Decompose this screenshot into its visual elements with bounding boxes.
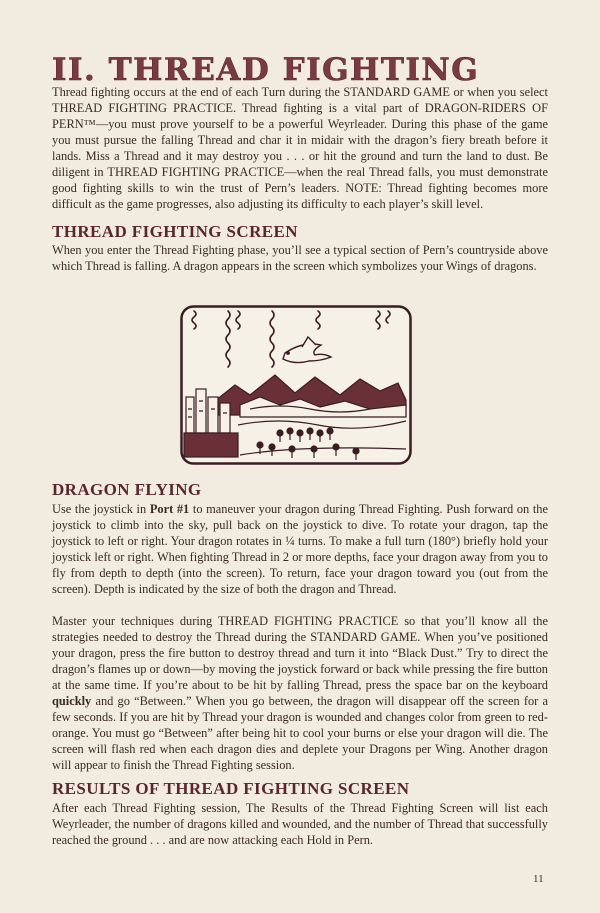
paragraph-text: to maneuver your dragon during Thread Fighting. Push forward on the joystick to climb into the sky, pull back on the joystick to dive. To rotate your dragon, tap the joystick to left or right. Your dragon rotates in ¼ turns. To make a full turn (180°) briefly hold your joystick left or right. When fighting Thread in 2 or more depths, face your dragon away from you to fly from depth to depth (into the screen). To return, face your dragon toward you (out from the screen). Depth is indicated by the size of both the dragon and Thread.	[52, 502, 548, 596]
results-heading: RESULTS OF THREAD FIGHTING SCREEN	[52, 779, 410, 798]
results-paragraph: After each Thread Fighting session, The Results of the Thread Fighting Screen will list each Weyrleader, the number of dragons killed and wounded, and the number of Thread that successfully reached the ground . . . and are now attacking each Hold in Pern.	[52, 801, 548, 847]
page-number: 11	[533, 873, 544, 885]
thread-fighting-screen-paragraph: When you enter the Thread Fighting phase, you’ll see a typical section of Pern’s countryside above which Thread is falling. A dragon appears in the screen which symbolizes your Wings of dragons.	[52, 243, 548, 273]
dragon-flying-paragraph-2	[52, 613, 548, 773]
emphasis-text: quickly	[52, 694, 92, 708]
dragon-flying-paragraph-1	[52, 501, 548, 597]
port-label: Port #1	[149, 502, 190, 516]
thread-fighting-screen-illustration	[180, 305, 412, 465]
paragraph-text: Use the joystick in	[52, 502, 150, 516]
paragraph-text: and go “Between.” When you go between, the dragon will disappear off the screen for a few seconds. If you are hit by Thread your dragon is wounded and changes color from green to red-orange. You must go “Between” after being hit to cool your burns or else your dragon will die. The screen will flash red when each dragon dies and deplete your Dragons per Wing. Another dragon will appear to finish the Thread Fighting session.	[52, 694, 548, 772]
intro-paragraph: Thread fighting occurs at the end of each Turn during the STANDARD GAME or when you select THREAD FIGHTING PRACTICE. Thread fighting is a vital part of DRAGON-RIDERS OF PERN™—you must prove yourself to be a powerful Weyrleader. During this phase of the game you must pursue the falling Thread and char it in midair with the dragon’s fiery breath before it lands. Miss a Thread and it may destroy you . . . or hit the ground and turn the land to dust. Be diligent in THREAD FIGHTING PRACTICE—when the real Thread falls, you must demonstrate good fighting skills to win the trust of Pern’s leaders. NOTE: Thread fighting becomes more difficult as the game progresses, also adjusting its difficulty to each player’s skill level.	[52, 85, 548, 211]
dragon-flying-heading: DRAGON FLYING	[52, 480, 202, 499]
paragraph-text: Master your techniques during THREAD FIGHTING PRACTICE so that you’ll know all the strategies needed to destroy the Thread during the STANDARD GAME. When you’ve positioned your dragon, press the fire button to destroy thread and turn it into “Black Dust.” Try to direct the dragon’s flames up or down—by moving the joystick forward or back while pressing the fire button at the same time. If you’re about to be hit by falling Thread, press the space bar on the keyboard	[52, 614, 548, 692]
thread-fighting-screen-heading: THREAD FIGHTING SCREEN	[52, 222, 298, 241]
chapter-title: II. THREAD FIGHTING	[52, 52, 480, 88]
